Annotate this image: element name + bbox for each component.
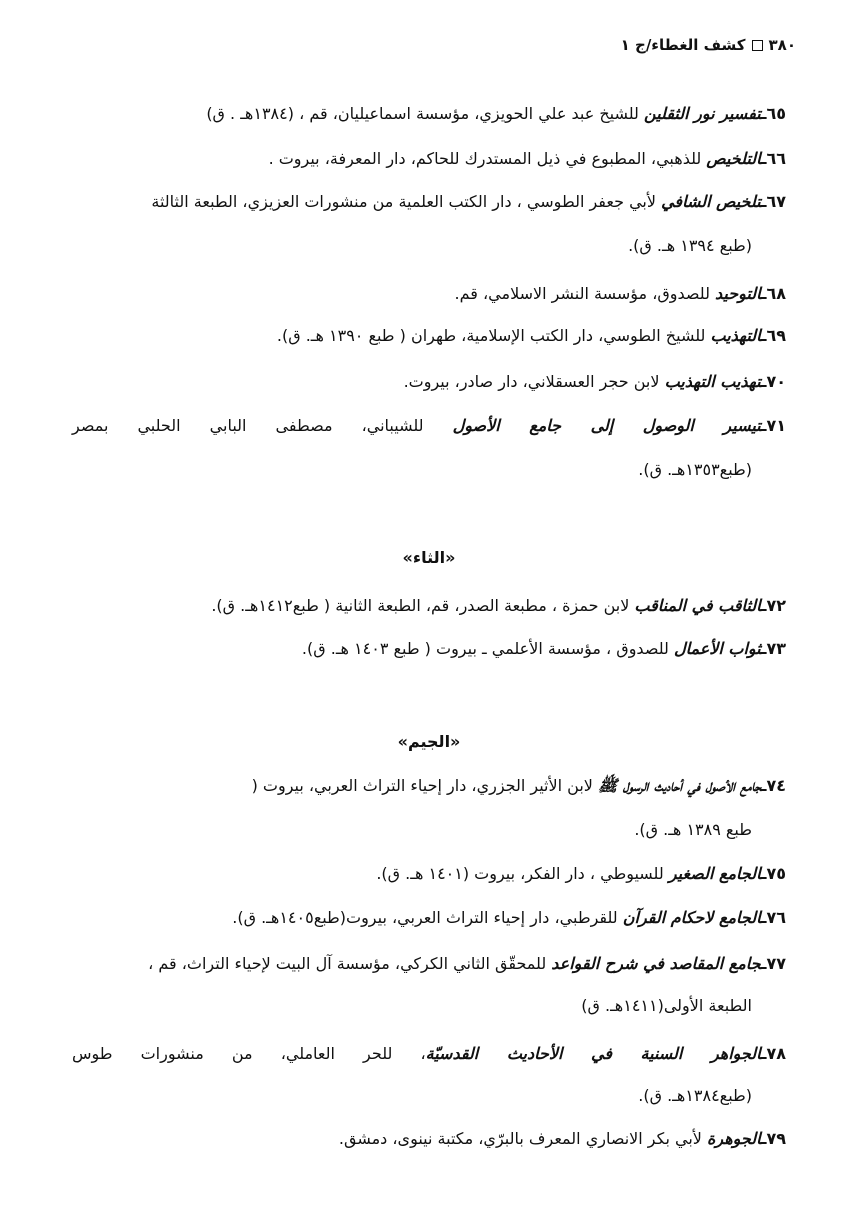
bibliography-entry: ٦٨ـالتوحيد للصدوق، مؤسسة النشر الاسلامي، قم. <box>454 284 786 303</box>
page-number: ٣٨٠ <box>768 36 796 54</box>
page-header <box>621 36 796 54</box>
entry-continuation: (طبع١٣٨٤هـ. ق). <box>638 1086 752 1105</box>
bibliography-entry: ٧٨ـالجواهر السنية في الأحاديث القدسيّة، للحر العاملي، من منشورات طوس <box>72 1044 786 1063</box>
bibliography-entry: ٧٢ـالثاقب في المناقب لابن حمزة ، مطبعة الصدر، قم، الطبعة الثانية ( طبع١٤١٢هـ. ق). <box>211 596 786 615</box>
bibliography-entry: ٧٤ـجامع الأصول في أحاديث الرسول ﷺ لابن الأثير الجزري، دار إحياء التراث العربي، بيروت ( <box>251 776 786 795</box>
section-heading-jim: «الجيم» <box>397 732 461 751</box>
bibliography-entry: ٧٩ـالجوهرة لأبي بكر الانصاري المعرف بالبرّي، مكتبة نينوى، دمشق. <box>338 1129 786 1148</box>
bibliography-entry: ٧١ـتيسير الوصول إلى جامع الأصول للشيباني، مصطفى البابي الحلبي بمصر <box>72 416 787 435</box>
section-heading-tha: «الثاء» <box>402 548 456 567</box>
bibliography-entry: ٧٣ـثواب الأعمال للصدوق ، مؤسسة الأعلمي ـ بيروت ( طبع ١٤٠٣ هـ. ق). <box>301 639 786 658</box>
bibliography-entry: ٦٧ـتلخيص الشافي لأبي جعفر الطوسي ، دار الكتب العلمية من منشورات العزيزي، الطبعة الثالثة <box>151 192 786 211</box>
square-separator-icon <box>752 40 763 51</box>
bibliography-entry: ٧٧ـجامع المقاصد في شرح القواعد للمحقّق الثاني الكركي، مؤسسة آل البيت لإحياء التراث، قم ، <box>148 954 786 973</box>
book-title: كشف الغطاء/ج ١ <box>620 36 746 54</box>
bibliography-entry: ٦٥ـتفسير نور الثقلين للشيخ عبد علي الحويزي، مؤسسة اسماعيليان، قم ، (١٣٨٤هـ . ق) <box>206 104 786 123</box>
bibliography-entry: ٦٩ـالتهذيب للشيخ الطوسي، دار الكتب الإسلامية، طهران ( طبع ١٣٩٠ هـ. ق). <box>276 326 786 345</box>
entry-continuation: طبع ١٣٨٩ هـ. ق). <box>634 820 752 839</box>
bibliography-entry: ٧٦ـالجامع لاحكام القرآن للقرطبي، دار إحياء التراث العربي، بيروت(طبع١٤٠٥هـ. ق). <box>232 908 786 927</box>
entry-continuation: (طبع١٣٥٣هـ. ق). <box>638 460 752 479</box>
entry-continuation: الطبعة الأولى(١٤١١هـ. ق) <box>581 996 752 1015</box>
bibliography-entry: ٧٠ـتهذيب التهذيب لابن حجر العسقلاني، دار صادر، بيروت. <box>403 372 786 391</box>
bibliography-entry: ٧٥ـالجامع الصغير للسيوطي ، دار الفكر، بيروت (١٤٠١ هـ. ق). <box>376 864 786 883</box>
entry-continuation: (طبع ١٣٩٤ هـ. ق). <box>628 236 752 255</box>
bibliography-entry: ٦٦ـالتلخيص للذهبي، المطبوع في ذيل المستدرك للحاكم، دار المعرفة، بيروت . <box>268 149 786 168</box>
